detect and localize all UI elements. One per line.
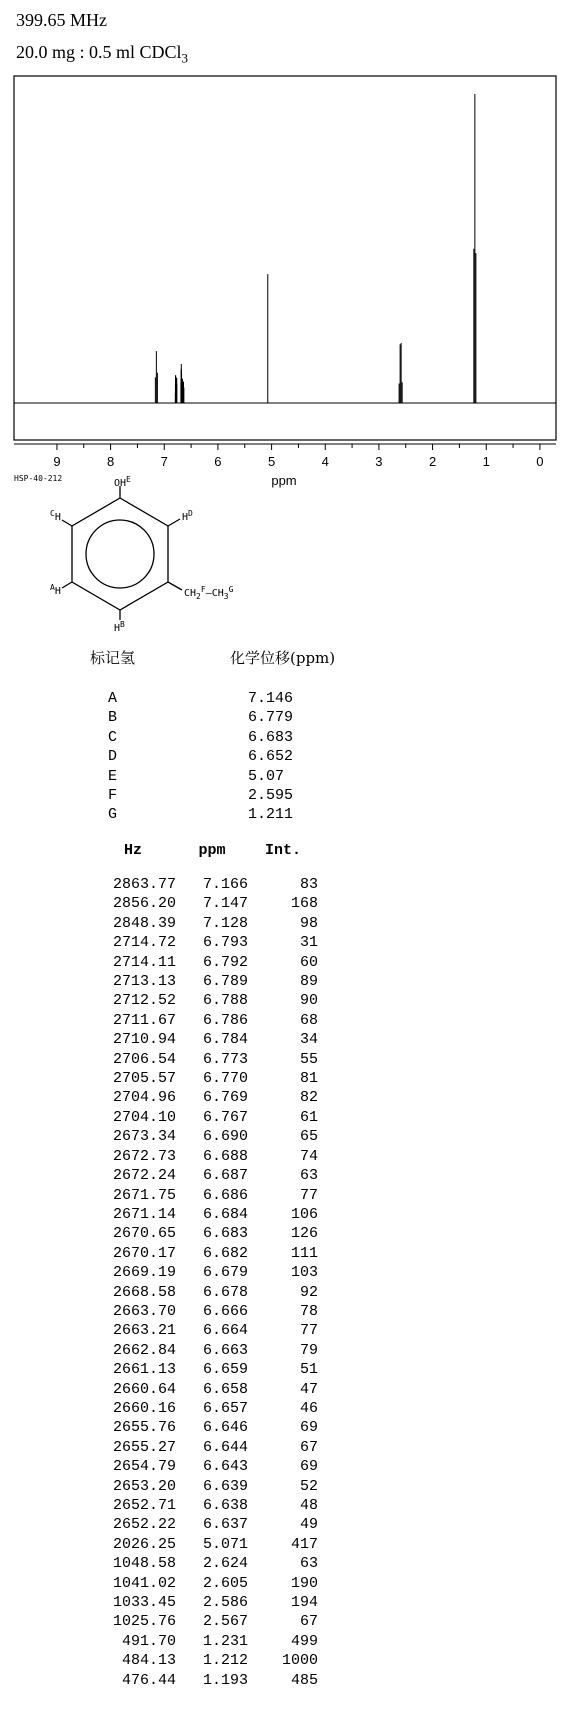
table-row	[90, 1418, 318, 1437]
sample-description	[16, 42, 188, 67]
peak-hz: 2669.19	[112, 1264, 176, 1282]
peak-intensity: 89	[299, 973, 318, 991]
peak-intensity: 79	[299, 1341, 318, 1359]
x-tick-label: 5	[267, 454, 276, 469]
spectrometer-frequency: 399.65 MHz	[16, 10, 107, 30]
table-row	[90, 1380, 318, 1399]
peak-header-row	[90, 839, 318, 863]
table-row	[90, 1050, 318, 1069]
x-tick-label: 7	[160, 454, 168, 469]
peak-hz: 2662.84	[112, 1341, 176, 1359]
peak-ppm: 7.128	[202, 914, 248, 932]
peak-hz: 1041.02	[112, 1574, 176, 1592]
peak-hz: 2672.24	[112, 1167, 176, 1185]
peak-hz: 2704.96	[112, 1089, 176, 1107]
shift-row	[108, 708, 293, 727]
peak-intensity: 51	[299, 1361, 318, 1379]
table-row	[90, 894, 318, 913]
peak-intensity: 417	[290, 1535, 318, 1553]
peak-ppm: 6.792	[202, 953, 248, 971]
peak-ppm: 6.686	[202, 1186, 248, 1204]
table-row	[90, 1496, 318, 1515]
table-row	[90, 972, 318, 991]
peak-ppm: 7.147	[202, 895, 248, 913]
table-row	[90, 1593, 318, 1612]
peak-ppm: 6.682	[202, 1244, 248, 1262]
peak-ppm: 6.684	[202, 1205, 248, 1223]
x-tick-label: 8	[106, 454, 115, 469]
ha-label: $^A$H	[50, 583, 61, 597]
shift-value: 5.07	[248, 767, 285, 785]
hydrogen-label: C	[108, 728, 118, 746]
table-row	[90, 1302, 318, 1321]
peak-hz: 2655.27	[112, 1438, 176, 1456]
shift-row	[108, 767, 293, 786]
peak-intensity: 92	[299, 1283, 318, 1301]
table-row	[90, 991, 318, 1010]
peak-ppm: 6.786	[202, 1011, 248, 1029]
shift-row	[108, 786, 293, 805]
peak-hz: 2711.67	[112, 1011, 176, 1029]
peak-intensity: 52	[299, 1477, 318, 1495]
peak-hz: 2704.10	[112, 1108, 176, 1126]
table-row	[90, 1244, 318, 1263]
peak-intensity: 194	[290, 1594, 318, 1612]
peak-ppm: 6.773	[202, 1050, 248, 1068]
peak-hz: 491.70	[121, 1632, 176, 1650]
peak-ppm: 2.567	[202, 1613, 248, 1631]
table-row	[90, 1457, 318, 1476]
peak-hz: 2671.14	[112, 1205, 176, 1223]
peak-ppm: 6.770	[202, 1070, 248, 1088]
peak-intensity: 63	[299, 1555, 318, 1573]
peak-hz: 2673.34	[112, 1128, 176, 1146]
peak-ppm: 6.679	[202, 1264, 248, 1282]
table-row	[90, 1147, 318, 1166]
table-row	[90, 1632, 318, 1651]
peak-intensity: 77	[299, 1322, 318, 1340]
table-row	[90, 875, 318, 894]
peak-intensity: 81	[299, 1070, 318, 1088]
peak-intensity: 74	[299, 1147, 318, 1165]
molecule-structure	[50, 475, 270, 638]
hydrogen-label: G	[108, 806, 118, 824]
x-axis-ticks	[53, 444, 543, 469]
shift-value: 6.652	[248, 748, 294, 766]
oh-label: $OH^E$	[114, 475, 131, 489]
peak-hz: 2856.20	[112, 895, 176, 913]
peak-hz: 2706.54	[112, 1050, 176, 1068]
peak-hz: 2712.52	[112, 992, 176, 1010]
peak-ppm: 6.657	[202, 1399, 248, 1417]
peak-intensity: 111	[290, 1244, 318, 1262]
hydrogen-label: E	[108, 767, 118, 785]
peak-list-table	[90, 839, 318, 1690]
bond-ethyl	[168, 582, 182, 590]
shift-value: 1.211	[248, 806, 294, 824]
peak-intensity: 78	[299, 1302, 318, 1320]
peak-intensity: 485	[290, 1671, 318, 1689]
peak-intensity: 60	[299, 953, 318, 971]
peak-ppm: 6.659	[202, 1361, 248, 1379]
x-tick-label: 9	[53, 454, 61, 469]
shift-row	[108, 689, 293, 708]
hb-label: $H^B$	[114, 620, 125, 634]
peak-intensity: 69	[299, 1419, 318, 1437]
peak-ppm: 6.767	[202, 1108, 248, 1126]
peak-ppm: 1.212	[202, 1652, 248, 1670]
peak-ppm: 6.638	[202, 1497, 248, 1514]
table-row	[90, 1030, 318, 1049]
peak-ppm: 6.644	[202, 1438, 248, 1456]
sample-subscript: 3	[181, 50, 189, 66]
peak-ppm: 7.166	[202, 876, 248, 893]
peak-intensity: 168	[290, 895, 318, 913]
peak-ppm: 2.586	[202, 1594, 248, 1612]
peak-hz: 2654.79	[112, 1458, 176, 1476]
shift-label-header: 标记氢	[90, 649, 136, 667]
peak-intensity: 126	[290, 1225, 318, 1243]
peak-intensity: 68	[299, 1011, 318, 1029]
peak-intensity: 499	[290, 1632, 318, 1650]
peak-hz: 2652.22	[112, 1516, 176, 1534]
peak-ppm: 6.784	[202, 1031, 248, 1049]
table-row	[90, 1612, 318, 1631]
table-row	[90, 1263, 318, 1282]
table-row	[90, 1321, 318, 1340]
peak-ppm: 6.643	[202, 1458, 248, 1476]
peak-hz: 2670.65	[112, 1225, 176, 1243]
sample-text: 20.0 mg : 0.5 ml CDCl	[16, 42, 182, 62]
table-row	[90, 1574, 318, 1593]
peak-ppm: 6.639	[202, 1477, 248, 1495]
table-row	[90, 1477, 318, 1496]
table-row	[90, 1651, 318, 1670]
table-row	[90, 953, 318, 972]
shift-value: 6.683	[248, 728, 294, 746]
table-row	[90, 1069, 318, 1088]
peak-hz: 2668.58	[112, 1283, 176, 1301]
peak-hz: 2848.39	[112, 914, 176, 932]
peak-ppm: 6.769	[202, 1089, 248, 1107]
table-row	[90, 914, 318, 933]
bond-hc	[62, 520, 72, 526]
x-tick-label: 0	[536, 454, 544, 469]
peak-hz: 2863.77	[112, 876, 176, 893]
hydrogen-label: D	[108, 748, 118, 766]
table-row	[90, 1205, 318, 1224]
x-tick-label: 1	[482, 454, 490, 469]
shift-row	[108, 805, 293, 824]
x-tick-label: 6	[214, 454, 222, 469]
shift-row	[108, 728, 293, 747]
peak-intensity: 98	[299, 914, 318, 932]
peak-hz: 2660.16	[112, 1399, 176, 1417]
table-row	[90, 1554, 318, 1573]
peak-hz: 2672.73	[112, 1147, 176, 1165]
peak-ppm: 6.658	[202, 1380, 248, 1398]
peak-hz: 2663.21	[112, 1322, 176, 1340]
peak-hz: 2661.13	[112, 1361, 176, 1379]
peak-ppm: 2.624	[202, 1555, 248, 1573]
peak-intensity: 65	[299, 1128, 318, 1146]
peak-hz: 476.44	[121, 1671, 176, 1689]
peak-intensity: 90	[299, 992, 318, 1010]
peak-ppm: 1.193	[202, 1671, 248, 1689]
peak-intensity: 82	[299, 1089, 318, 1107]
shift-row	[108, 747, 293, 766]
peak-hz: 2653.20	[112, 1477, 176, 1495]
peak-intensity: 67	[299, 1613, 318, 1631]
table-row	[90, 1283, 318, 1302]
peak-hz: 1048.58	[112, 1555, 176, 1573]
hz-header: Hz	[123, 842, 142, 859]
peak-ppm: 6.664	[202, 1322, 248, 1340]
peak-intensity: 69	[299, 1458, 318, 1476]
peak-intensity: 46	[299, 1399, 318, 1417]
nmr-spectrum-chart	[0, 70, 570, 490]
shift-value: 7.146	[248, 690, 294, 707]
ppm-header: ppm	[198, 842, 226, 859]
hydrogen-label: A	[108, 690, 118, 707]
ethyl-label: $CH_2^F—CH_3^G$	[184, 585, 234, 601]
table-row	[90, 1108, 318, 1127]
peak-ppm: 6.690	[202, 1128, 248, 1146]
peak-hz: 2655.76	[112, 1419, 176, 1437]
peak-intensity: 103	[290, 1264, 318, 1282]
table-row	[90, 1438, 318, 1457]
table-row	[90, 1224, 318, 1243]
int-header: Int.	[264, 842, 301, 859]
chemical-shift-table	[108, 689, 293, 825]
shift-value: 2.595	[248, 787, 294, 805]
peak-intensity: 48	[299, 1497, 318, 1514]
peak-hz: 2713.13	[112, 973, 176, 991]
shift-value-header: 化学位移(ppm)	[230, 649, 336, 667]
peak-intensity: 31	[299, 934, 318, 952]
peak-hz: 1033.45	[112, 1594, 176, 1612]
peak-ppm: 6.666	[202, 1302, 248, 1320]
table-row	[90, 1671, 318, 1690]
peak-hz: 2710.94	[112, 1031, 176, 1049]
table-row	[90, 1515, 318, 1534]
peak-intensity: 47	[299, 1380, 318, 1398]
peak-intensity: 61	[299, 1108, 318, 1126]
x-tick-label: 4	[321, 454, 329, 469]
table-row	[90, 1360, 318, 1379]
peak-hz: 484.13	[121, 1652, 176, 1670]
peak-ppm: 6.789	[202, 973, 248, 991]
table-row	[90, 1088, 318, 1107]
peak-hz: 2714.72	[112, 934, 176, 952]
x-tick-label: 2	[428, 454, 437, 469]
peak-ppm: 6.687	[202, 1167, 248, 1185]
hd-label: $H^D$	[182, 509, 193, 523]
peak-hz: 2663.70	[112, 1302, 176, 1320]
hydrogen-label: B	[108, 709, 118, 727]
peak-ppm: 6.788	[202, 992, 248, 1010]
peak-ppm: 6.793	[202, 934, 248, 952]
peak-intensity: 49	[299, 1516, 318, 1534]
peak-ppm: 6.688	[202, 1147, 248, 1165]
bond-hd	[168, 519, 180, 526]
table-row	[90, 1011, 318, 1030]
table-row	[90, 1341, 318, 1360]
shift-value: 6.779	[248, 709, 294, 727]
table-row	[90, 1166, 318, 1185]
peak-intensity: 83	[299, 876, 318, 893]
aromatic-circle	[86, 520, 154, 588]
peak-intensity: 67	[299, 1438, 318, 1456]
peak-intensity: 63	[299, 1167, 318, 1185]
peak-intensity: 190	[290, 1574, 318, 1592]
peak-intensity: 77	[299, 1186, 318, 1204]
table-row	[90, 933, 318, 952]
peak-intensity: 34	[299, 1031, 318, 1049]
peak-ppm: 6.637	[202, 1516, 248, 1534]
peak-ppm: 6.663	[202, 1341, 248, 1359]
peak-ppm: 5.071	[202, 1535, 248, 1553]
peak-hz: 2660.64	[112, 1380, 176, 1398]
table-row	[90, 1399, 318, 1418]
peak-hz: 2652.71	[112, 1497, 176, 1514]
peak-hz: 2671.75	[112, 1186, 176, 1204]
peak-intensity: 55	[299, 1050, 318, 1068]
bond-ha	[62, 582, 72, 588]
spectrum-code: HSP-40-212	[14, 474, 63, 483]
hc-label: $^C$H	[50, 509, 61, 523]
peak-ppm: 6.646	[202, 1419, 248, 1437]
peak-hz: 2705.57	[112, 1070, 176, 1088]
table-row	[90, 1535, 318, 1554]
table-row	[90, 1127, 318, 1146]
peak-hz: 2026.25	[112, 1535, 176, 1553]
peak-hz: 2714.11	[112, 953, 176, 971]
peak-intensity: 1000	[281, 1652, 318, 1670]
x-axis-label: ppm	[271, 473, 297, 488]
peak-ppm: 1.231	[202, 1632, 248, 1650]
peak-hz: 2670.17	[112, 1244, 176, 1262]
peak-ppm: 6.683	[202, 1225, 248, 1243]
peak-hz: 1025.76	[112, 1613, 176, 1631]
peak-ppm: 2.605	[202, 1574, 248, 1592]
peak-ppm: 6.678	[202, 1283, 248, 1301]
spectrum-peaks	[155, 94, 476, 403]
hydrogen-label: F	[108, 787, 118, 805]
x-tick-label: 3	[375, 454, 383, 469]
table-row	[90, 1186, 318, 1205]
peak-intensity: 106	[290, 1205, 318, 1223]
